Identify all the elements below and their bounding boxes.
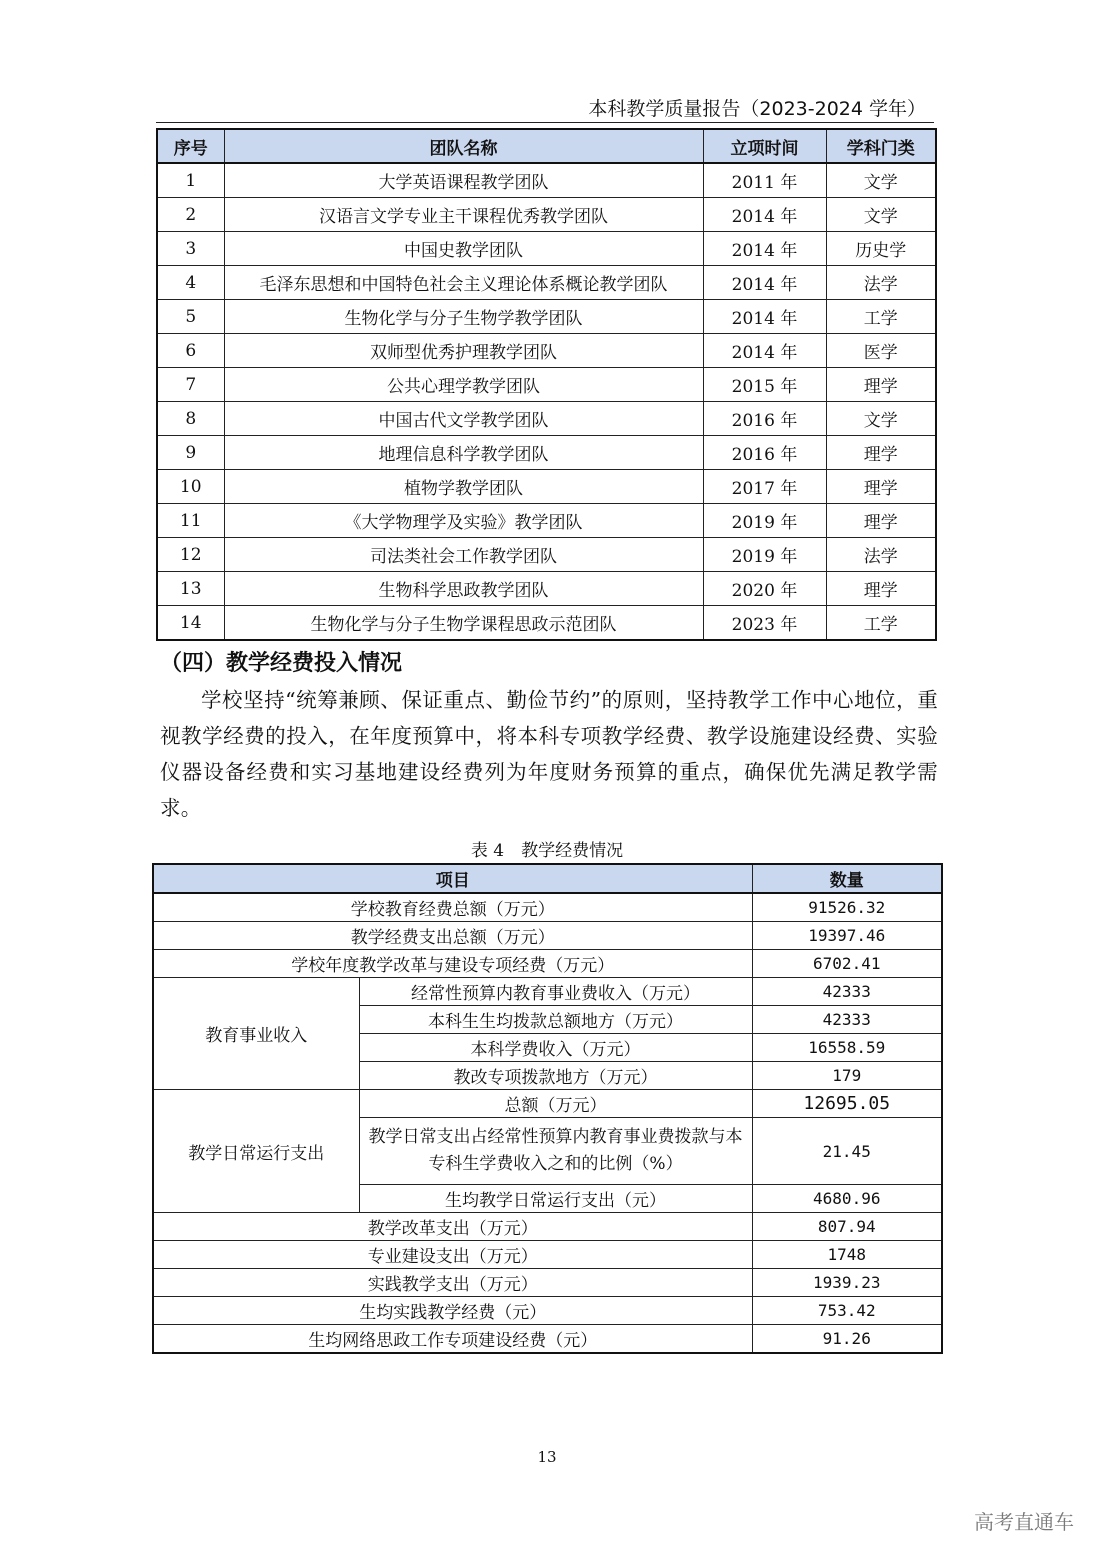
year-cell: 2014 年 <box>703 300 826 334</box>
discipline-cell: 理学 <box>826 436 936 470</box>
item-cell: 实践教学支出（万元） <box>153 1269 752 1297</box>
table-row <box>157 504 936 538</box>
year-cell: 2020 年 <box>703 572 826 606</box>
table-caption: 表 4 教学经费情况 <box>470 841 624 861</box>
table-row <box>153 1269 942 1297</box>
year-cell: 2011 年 <box>703 163 826 198</box>
item-cell: 总额（万元） <box>359 1090 752 1118</box>
item-cell: 经常性预算内教育事业费收入（万元） <box>359 978 752 1006</box>
table-row <box>157 470 936 504</box>
table-row <box>153 1213 942 1241</box>
table-row <box>157 334 936 368</box>
table-row <box>157 198 936 232</box>
value-cell: 6702.41 <box>752 950 942 978</box>
team-name-cell: 植物学教学团队 <box>224 470 703 504</box>
index-cell: 8 <box>157 402 224 436</box>
index-cell: 7 <box>157 368 224 402</box>
value-cell: 12695.05 <box>752 1090 942 1118</box>
group-label-cell: 教育事业收入 <box>153 978 359 1090</box>
table-row <box>157 606 936 641</box>
header-cell: 团队名称 <box>224 129 703 163</box>
value-cell: 91526.32 <box>752 893 942 922</box>
item-cell: 教学改革支出（万元） <box>153 1213 752 1241</box>
item-cell: 学校教育经费总额（万元） <box>153 893 752 922</box>
team-name-cell: 毛泽东思想和中国特色社会主义理论体系概论教学团队 <box>224 266 703 300</box>
item-cell: 教学日常支出占经常性预算内教育事业费拨款与本专科生学费收入之和的比例（%） <box>359 1118 752 1185</box>
value-cell: 807.94 <box>752 1213 942 1241</box>
index-cell: 14 <box>157 606 224 641</box>
value-cell: 1939.23 <box>752 1269 942 1297</box>
table-row <box>157 163 936 198</box>
header-cell: 立项时间 <box>703 129 826 163</box>
year-cell: 2014 年 <box>703 232 826 266</box>
team-name-cell: 汉语言文学专业主干课程优秀教学团队 <box>224 198 703 232</box>
year-cell: 2017 年 <box>703 470 826 504</box>
index-cell: 10 <box>157 470 224 504</box>
page-number: 13 <box>537 1448 557 1466</box>
index-cell: 12 <box>157 538 224 572</box>
header-rule <box>156 122 934 123</box>
watermark-text: 高考直通车 <box>974 1510 1074 1534</box>
table-row <box>157 232 936 266</box>
table-row <box>157 402 936 436</box>
index-cell: 5 <box>157 300 224 334</box>
header-cell: 项目 <box>153 864 752 893</box>
table-header-row <box>153 864 942 893</box>
table-row <box>153 950 942 978</box>
item-cell: 生均教学日常运行支出（元） <box>359 1185 752 1213</box>
year-cell: 2014 年 <box>703 198 826 232</box>
year-cell: 2014 年 <box>703 266 826 300</box>
value-cell: 1748 <box>752 1241 942 1269</box>
index-cell: 13 <box>157 572 224 606</box>
item-cell: 教学经费支出总额（万元） <box>153 922 752 950</box>
index-cell: 4 <box>157 266 224 300</box>
discipline-cell: 医学 <box>826 334 936 368</box>
item-cell: 本科生生均拨款总额地方（万元） <box>359 1006 752 1034</box>
discipline-cell: 文学 <box>826 198 936 232</box>
index-cell: 11 <box>157 504 224 538</box>
team-name-cell: 生物化学与分子生物学教学团队 <box>224 300 703 334</box>
discipline-cell: 工学 <box>826 606 936 641</box>
table-row <box>153 1325 942 1354</box>
value-cell: 753.42 <box>752 1297 942 1325</box>
team-name-cell: 生物化学与分子生物学课程思政示范团队 <box>224 606 703 641</box>
team-name-cell: 中国古代文学教学团队 <box>224 402 703 436</box>
discipline-cell: 法学 <box>826 538 936 572</box>
index-cell: 6 <box>157 334 224 368</box>
team-name-cell: 司法类社会工作教学团队 <box>224 538 703 572</box>
team-name-cell: 公共心理学教学团队 <box>224 368 703 402</box>
table-row <box>153 978 942 1006</box>
discipline-cell: 理学 <box>826 572 936 606</box>
body-paragraph: 学校坚持“统筹兼顾、保证重点、勤俭节约”的原则，坚持教学工作中心地位，重视教学经费的投入，在年度预算中，将本科专项教学经费、教学设施建设经费、实验仪器设备经费和实习基地建设经费列为年度财务预算的重点，确保优先满足教学需求。 <box>160 688 938 820</box>
year-cell: 2016 年 <box>703 402 826 436</box>
value-cell: 4680.96 <box>752 1185 942 1213</box>
value-cell: 42333 <box>752 1006 942 1034</box>
discipline-cell: 理学 <box>826 504 936 538</box>
item-cell: 本科学费收入（万元） <box>359 1034 752 1062</box>
team-name-cell: 中国史教学团队 <box>224 232 703 266</box>
index-cell: 3 <box>157 232 224 266</box>
table-row <box>153 1090 942 1118</box>
table-row <box>157 572 936 606</box>
table-row <box>157 538 936 572</box>
year-cell: 2014 年 <box>703 334 826 368</box>
discipline-cell: 理学 <box>826 368 936 402</box>
header-cell: 学科门类 <box>826 129 936 163</box>
discipline-cell: 历史学 <box>826 232 936 266</box>
team-name-cell: 地理信息科学教学团队 <box>224 436 703 470</box>
value-cell: 19397.46 <box>752 922 942 950</box>
header-cell: 数量 <box>752 864 942 893</box>
item-cell: 专业建设支出（万元） <box>153 1241 752 1269</box>
table-row <box>157 436 936 470</box>
table-row <box>153 1241 942 1269</box>
discipline-cell: 文学 <box>826 163 936 198</box>
teaching-teams-table <box>156 128 937 641</box>
team-name-cell: 大学英语课程教学团队 <box>224 163 703 198</box>
index-cell: 9 <box>157 436 224 470</box>
year-cell: 2019 年 <box>703 504 826 538</box>
group-label-cell: 教学日常运行支出 <box>153 1090 359 1213</box>
item-cell: 学校年度教学改革与建设专项经费（万元） <box>153 950 752 978</box>
year-cell: 2023 年 <box>703 606 826 641</box>
table-row <box>153 893 942 922</box>
value-cell: 21.45 <box>752 1118 942 1185</box>
report-header-title: 本科教学质量报告（2023-2024 学年） <box>588 98 926 120</box>
value-cell: 91.26 <box>752 1325 942 1354</box>
table-row <box>157 266 936 300</box>
index-cell: 1 <box>157 163 224 198</box>
table-row <box>157 300 936 334</box>
year-cell: 2015 年 <box>703 368 826 402</box>
year-cell: 2019 年 <box>703 538 826 572</box>
item-cell: 生均网络思政工作专项建设经费（元） <box>153 1325 752 1354</box>
section-title: （四）教学经费投入情况 <box>160 651 403 676</box>
team-name-cell: 生物科学思政教学团队 <box>224 572 703 606</box>
index-cell: 2 <box>157 198 224 232</box>
value-cell: 42333 <box>752 978 942 1006</box>
table-row <box>157 368 936 402</box>
teaching-funds-table <box>152 863 943 1354</box>
value-cell: 16558.59 <box>752 1034 942 1062</box>
discipline-cell: 文学 <box>826 402 936 436</box>
year-cell: 2016 年 <box>703 436 826 470</box>
discipline-cell: 理学 <box>826 470 936 504</box>
team-name-cell: 《大学物理学及实验》教学团队 <box>224 504 703 538</box>
item-cell: 教改专项拨款地方（万元） <box>359 1062 752 1090</box>
table-row <box>153 1297 942 1325</box>
table-header-row <box>157 129 936 163</box>
header-cell: 序号 <box>157 129 224 163</box>
item-cell: 生均实践教学经费（元） <box>153 1297 752 1325</box>
discipline-cell: 法学 <box>826 266 936 300</box>
discipline-cell: 工学 <box>826 300 936 334</box>
value-cell: 179 <box>752 1062 942 1090</box>
team-name-cell: 双师型优秀护理教学团队 <box>224 334 703 368</box>
table-row <box>153 922 942 950</box>
